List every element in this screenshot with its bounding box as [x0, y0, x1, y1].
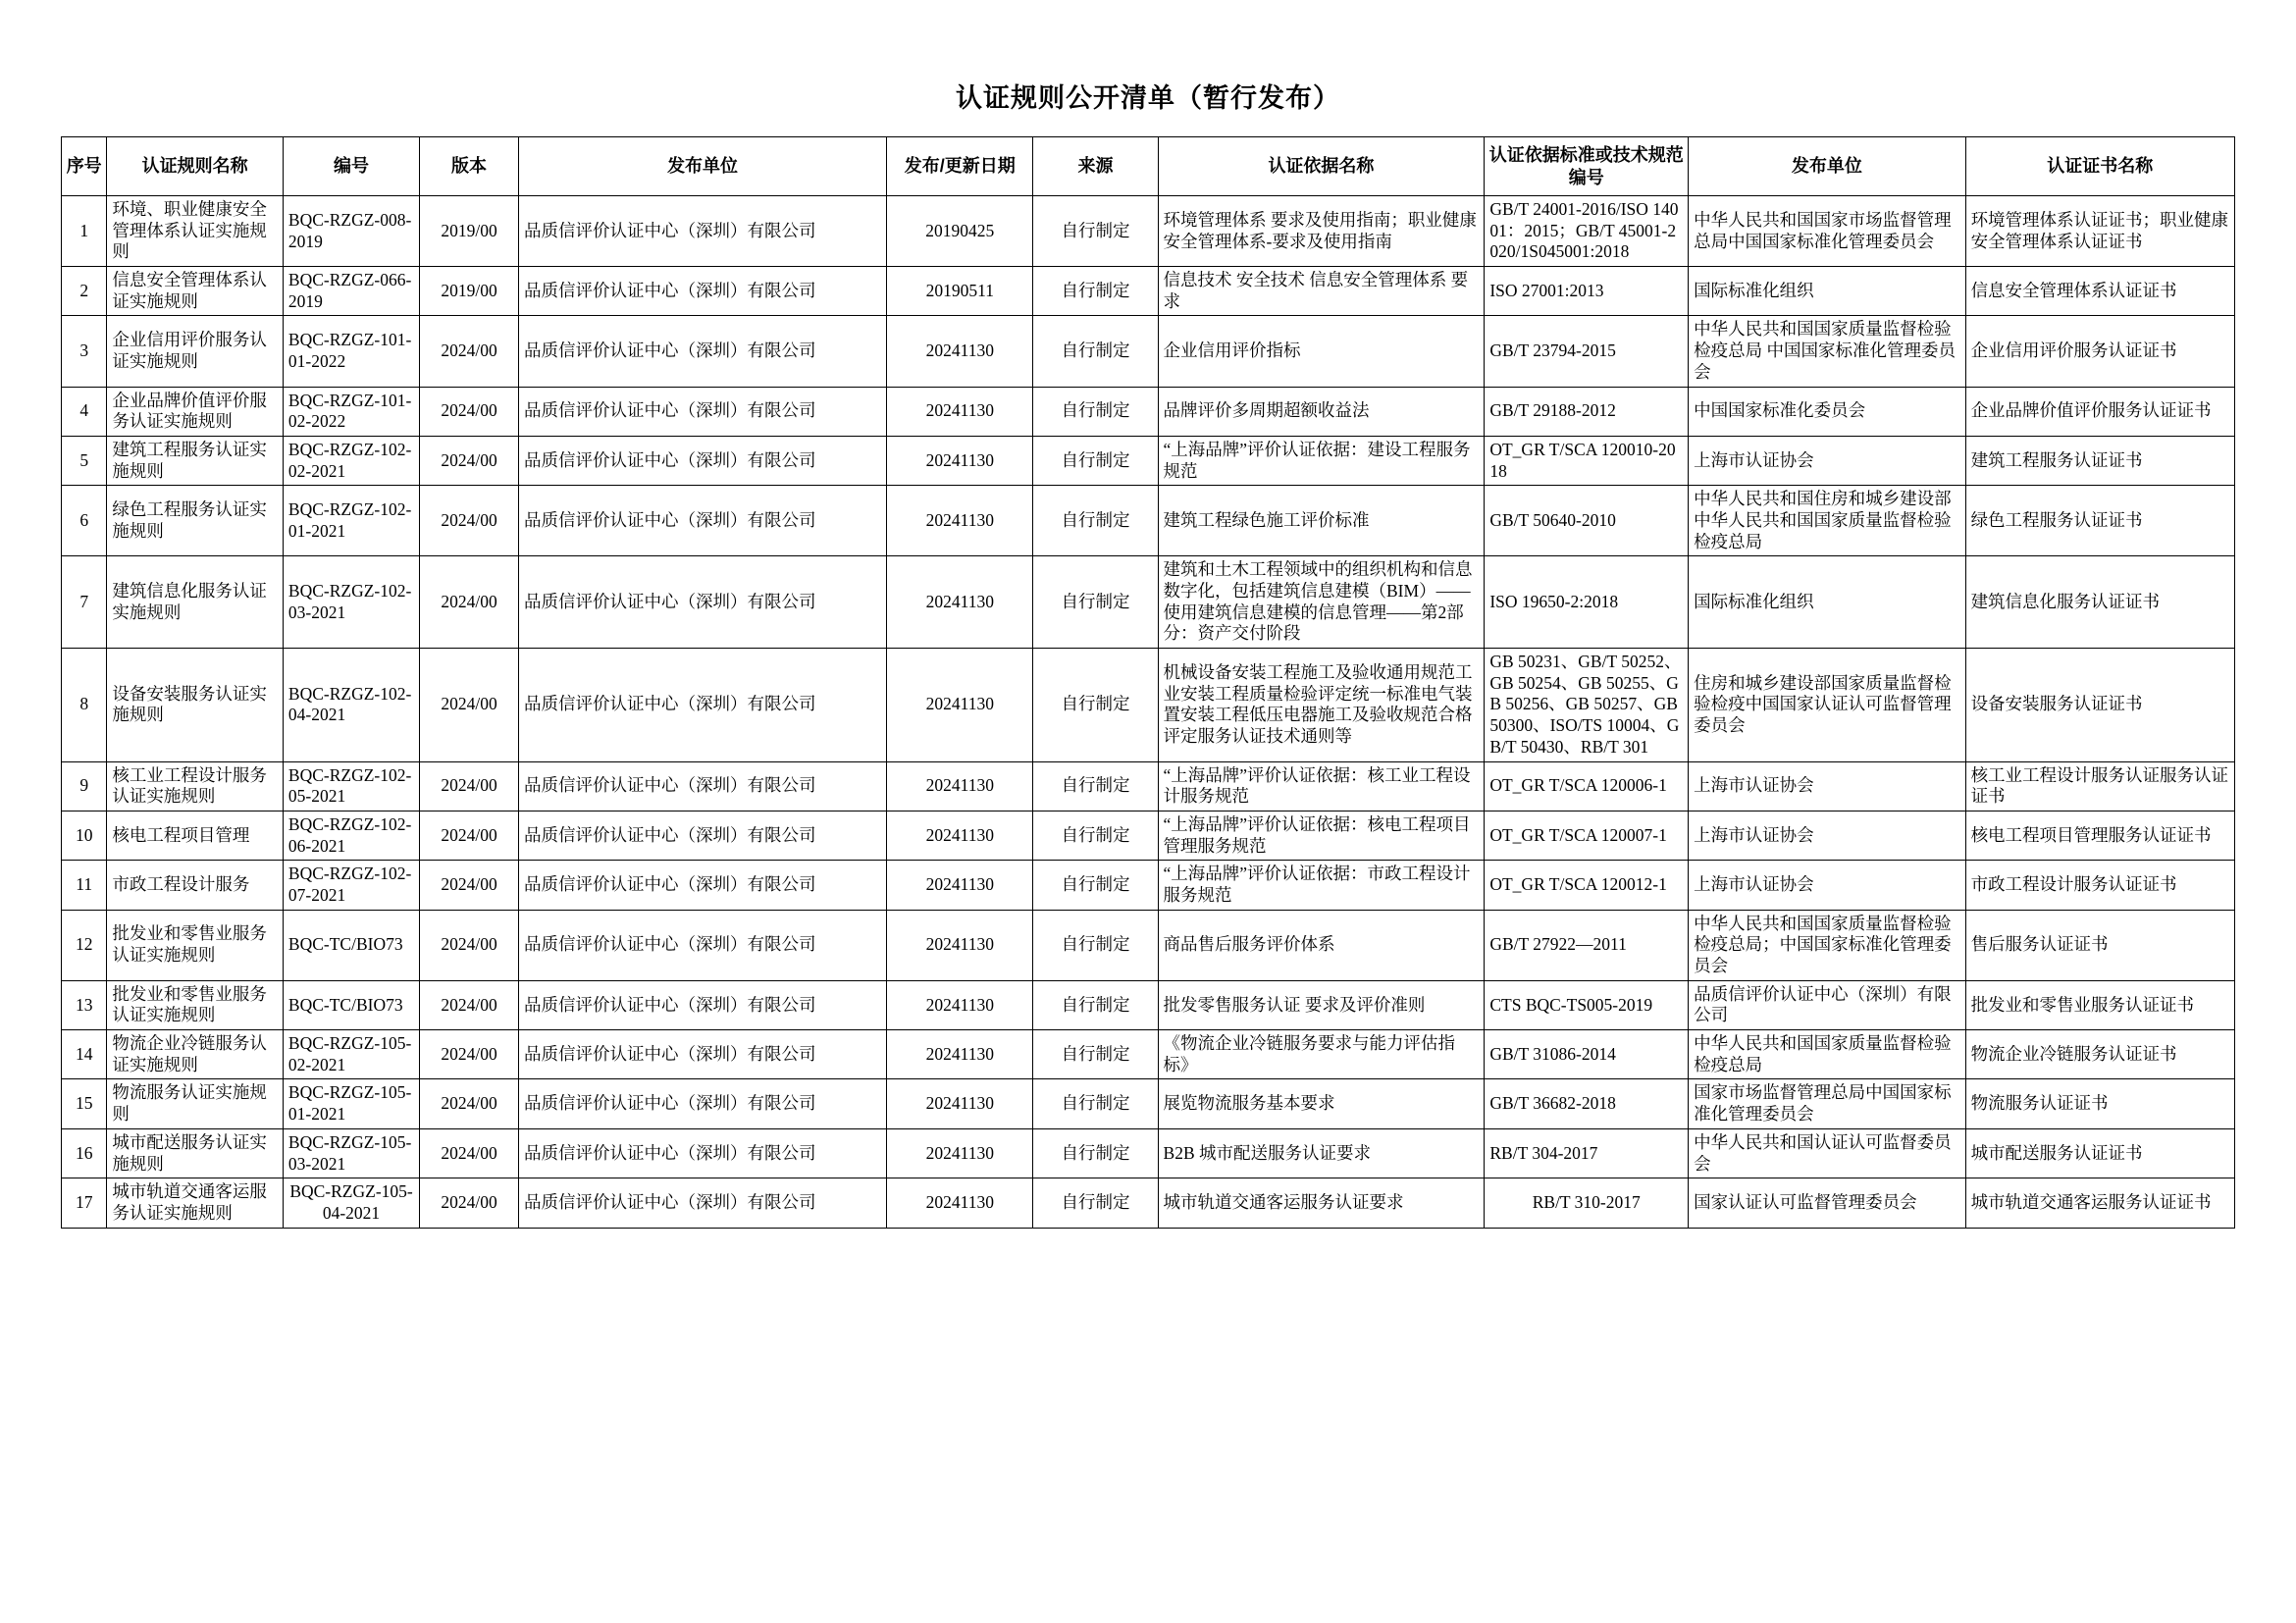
cell-date: 20241130 — [887, 1128, 1033, 1178]
cell-date: 20241130 — [887, 861, 1033, 910]
cell-rule-name: 建筑信息化服务认证实施规则 — [107, 556, 284, 649]
cell-issuer2: 国际标准化组织 — [1689, 267, 1965, 316]
cell-date: 20241130 — [887, 486, 1033, 556]
cell-issuer2: 中国国家标准化委员会 — [1689, 387, 1965, 436]
cell-basis-name: B2B 城市配送服务认证要求 — [1158, 1128, 1485, 1178]
header-source: 来源 — [1033, 137, 1158, 196]
table-row — [62, 267, 2235, 316]
table-header-row — [62, 137, 2235, 196]
cell-issuer2: 品质信评价认证中心（深圳）有限公司 — [1689, 980, 1965, 1029]
table-row — [62, 1079, 2235, 1128]
cell-rule-name: 建筑工程服务认证实施规则 — [107, 436, 284, 485]
cell-cert-name: 核工业工程设计服务认证服务认证证书 — [1965, 761, 2234, 811]
cell-no: 16 — [62, 1128, 107, 1178]
cell-issuer: 品质信评价认证中心（深圳）有限公司 — [518, 1178, 886, 1228]
cell-cert-name: 城市配送服务认证证书 — [1965, 1128, 2234, 1178]
cell-code: BQC-RZGZ-105-02-2021 — [283, 1030, 419, 1079]
cell-issuer: 品质信评价认证中心（深圳）有限公司 — [518, 196, 886, 267]
cell-source: 自行制定 — [1033, 811, 1158, 860]
header-no: 序号 — [62, 137, 107, 196]
cell-version: 2024/00 — [420, 1030, 519, 1079]
cell-rule-name: 批发业和零售业服务认证实施规则 — [107, 980, 284, 1029]
table-row — [62, 316, 2235, 387]
header-code: 编号 — [283, 137, 419, 196]
cell-date: 20241130 — [887, 811, 1033, 860]
cell-version: 2024/00 — [420, 811, 519, 860]
cell-code: BQC-RZGZ-101-01-2022 — [283, 316, 419, 387]
cell-version: 2024/00 — [420, 556, 519, 649]
cell-basis-name: 城市轨道交通客运服务认证要求 — [1158, 1178, 1485, 1228]
header-basis-name: 认证依据名称 — [1158, 137, 1485, 196]
cell-cert-name: 城市轨道交通客运服务认证证书 — [1965, 1178, 2234, 1228]
cell-rule-name: 设备安装服务认证实施规则 — [107, 649, 284, 761]
table-row — [62, 761, 2235, 811]
cell-basis-name: 《物流企业冷链服务要求与能力评估指标》 — [1158, 1030, 1485, 1079]
cell-cert-name: 建筑工程服务认证证书 — [1965, 436, 2234, 485]
cell-basis-code: OT_GR T/SCA 120012-1 — [1485, 861, 1689, 910]
cell-code: BQC-RZGZ-008-2019 — [283, 196, 419, 267]
cell-version: 2024/00 — [420, 486, 519, 556]
cell-source: 自行制定 — [1033, 980, 1158, 1029]
cell-rule-name: 城市配送服务认证实施规则 — [107, 1128, 284, 1178]
cell-cert-name: 信息安全管理体系认证证书 — [1965, 267, 2234, 316]
cell-issuer2: 中华人民共和国国家质量监督检验检疫总局 — [1689, 1030, 1965, 1079]
cell-date: 20241130 — [887, 556, 1033, 649]
cell-version: 2024/00 — [420, 316, 519, 387]
cell-cert-name: 核电工程项目管理服务认证证书 — [1965, 811, 2234, 860]
cell-no: 11 — [62, 861, 107, 910]
cell-rule-name: 企业品牌价值评价服务认证实施规则 — [107, 387, 284, 436]
cell-source: 自行制定 — [1033, 267, 1158, 316]
cell-code: BQC-RZGZ-102-05-2021 — [283, 761, 419, 811]
cell-basis-code: GB/T 27922—2011 — [1485, 910, 1689, 980]
cell-cert-name: 批发业和零售业服务认证证书 — [1965, 980, 2234, 1029]
cell-date: 20190511 — [887, 267, 1033, 316]
cell-basis-code: ISO 27001:2013 — [1485, 267, 1689, 316]
table-row — [62, 910, 2235, 980]
cell-cert-name: 建筑信息化服务认证证书 — [1965, 556, 2234, 649]
cell-rule-name: 信息安全管理体系认证实施规则 — [107, 267, 284, 316]
cell-basis-code: RB/T 310-2017 — [1485, 1178, 1689, 1228]
cell-date: 20190425 — [887, 196, 1033, 267]
cell-basis-code: GB 50231、GB/T 50252、GB 50254、GB 50255、GB 50256、GB 50257、GB 50300、ISO/TS 10004、GB/T 50430、RB/T 301 — [1485, 649, 1689, 761]
cell-rule-name: 物流企业冷链服务认证实施规则 — [107, 1030, 284, 1079]
cell-issuer2: 中华人民共和国国家质量监督检验检疫总局；中国国家标准化管理委员会 — [1689, 910, 1965, 980]
cell-rule-name: 环境、职业健康安全管理体系认证实施规则 — [107, 196, 284, 267]
cell-version: 2024/00 — [420, 910, 519, 980]
header-issuer2: 发布单位 — [1689, 137, 1965, 196]
cell-source: 自行制定 — [1033, 196, 1158, 267]
cell-no: 14 — [62, 1030, 107, 1079]
cell-basis-name: “上海品牌”评价认证依据：核工业工程设计服务规范 — [1158, 761, 1485, 811]
cell-issuer: 品质信评价认证中心（深圳）有限公司 — [518, 436, 886, 485]
cell-date: 20241130 — [887, 649, 1033, 761]
cell-code: BQC-RZGZ-105-04-2021 — [283, 1178, 419, 1228]
cell-rule-name: 绿色工程服务认证实施规则 — [107, 486, 284, 556]
cell-no: 4 — [62, 387, 107, 436]
table-row — [62, 436, 2235, 485]
cell-source: 自行制定 — [1033, 316, 1158, 387]
cell-issuer: 品质信评价认证中心（深圳）有限公司 — [518, 811, 886, 860]
cell-date: 20241130 — [887, 436, 1033, 485]
table-container — [0, 136, 2296, 1229]
cell-cert-name: 售后服务认证证书 — [1965, 910, 2234, 980]
cell-rule-name: 核工业工程设计服务认证实施规则 — [107, 761, 284, 811]
cell-source: 自行制定 — [1033, 1178, 1158, 1228]
cell-basis-code: OT_GR T/SCA 120006-1 — [1485, 761, 1689, 811]
cell-version: 2024/00 — [420, 1128, 519, 1178]
cell-code: BQC-RZGZ-102-07-2021 — [283, 861, 419, 910]
cell-basis-name: “上海品牌”评价认证依据：市政工程设计服务规范 — [1158, 861, 1485, 910]
table-row — [62, 1178, 2235, 1228]
cell-source: 自行制定 — [1033, 556, 1158, 649]
cell-date: 20241130 — [887, 1178, 1033, 1228]
cell-basis-name: 展览物流服务基本要求 — [1158, 1079, 1485, 1128]
cell-no: 9 — [62, 761, 107, 811]
cell-basis-name: 机械设备安装工程施工及验收通用规范工业安装工程质量检验评定统一标准电气装置安装工程低压电器施工及验收规范合格评定服务认证技术通则等 — [1158, 649, 1485, 761]
table-row — [62, 1128, 2235, 1178]
cell-source: 自行制定 — [1033, 910, 1158, 980]
cell-no: 15 — [62, 1079, 107, 1128]
cell-date: 20241130 — [887, 1079, 1033, 1128]
cell-basis-name: “上海品牌”评价认证依据：核电工程项目管理服务规范 — [1158, 811, 1485, 860]
cell-source: 自行制定 — [1033, 861, 1158, 910]
cell-no: 2 — [62, 267, 107, 316]
cell-rule-name: 核电工程项目管理 — [107, 811, 284, 860]
cell-issuer: 品质信评价认证中心（深圳）有限公司 — [518, 1128, 886, 1178]
cell-no: 13 — [62, 980, 107, 1029]
cell-rule-name: 市政工程设计服务 — [107, 861, 284, 910]
header-cert-name: 认证证书名称 — [1965, 137, 2234, 196]
cell-issuer: 品质信评价认证中心（深圳）有限公司 — [518, 861, 886, 910]
cell-cert-name: 绿色工程服务认证证书 — [1965, 486, 2234, 556]
cell-source: 自行制定 — [1033, 1030, 1158, 1079]
table-header — [62, 137, 2235, 196]
cell-source: 自行制定 — [1033, 761, 1158, 811]
header-rule-name: 认证规则名称 — [107, 137, 284, 196]
cell-basis-name: “上海品牌”评价认证依据：建设工程服务规范 — [1158, 436, 1485, 485]
cell-source: 自行制定 — [1033, 1079, 1158, 1128]
cell-date: 20241130 — [887, 761, 1033, 811]
cell-basis-code: GB/T 31086-2014 — [1485, 1030, 1689, 1079]
cell-version: 2024/00 — [420, 387, 519, 436]
cell-issuer2: 中华人民共和国国家质量监督检验检疫总局 中国国家标准化管理委员会 — [1689, 316, 1965, 387]
cell-basis-code: GB/T 50640-2010 — [1485, 486, 1689, 556]
header-date: 发布/更新日期 — [887, 137, 1033, 196]
cell-version: 2019/00 — [420, 267, 519, 316]
cell-basis-code: OT_GR T/SCA 120010-2018 — [1485, 436, 1689, 485]
cell-no: 6 — [62, 486, 107, 556]
cell-date: 20241130 — [887, 316, 1033, 387]
cell-no: 7 — [62, 556, 107, 649]
cell-code: BQC-TC/BIO73 — [283, 910, 419, 980]
cell-version: 2019/00 — [420, 196, 519, 267]
cell-cert-name: 设备安装服务认证证书 — [1965, 649, 2234, 761]
cell-source: 自行制定 — [1033, 649, 1158, 761]
cell-basis-code: GB/T 29188-2012 — [1485, 387, 1689, 436]
cell-version: 2024/00 — [420, 1079, 519, 1128]
table-row — [62, 486, 2235, 556]
cell-issuer2: 中华人民共和国国家市场监督管理总局中国国家标准化管理委员会 — [1689, 196, 1965, 267]
cell-no: 1 — [62, 196, 107, 267]
cell-date: 20241130 — [887, 387, 1033, 436]
cell-version: 2024/00 — [420, 861, 519, 910]
cell-basis-code: CTS BQC-TS005-2019 — [1485, 980, 1689, 1029]
cell-code: BQC-RZGZ-102-01-2021 — [283, 486, 419, 556]
cell-no: 3 — [62, 316, 107, 387]
cell-issuer2: 上海市认证协会 — [1689, 761, 1965, 811]
cell-issuer: 品质信评价认证中心（深圳）有限公司 — [518, 980, 886, 1029]
cell-issuer: 品质信评价认证中心（深圳）有限公司 — [518, 387, 886, 436]
cell-code: BQC-RZGZ-105-03-2021 — [283, 1128, 419, 1178]
table-row — [62, 387, 2235, 436]
cell-issuer2: 上海市认证协会 — [1689, 861, 1965, 910]
cell-issuer2: 国家市场监督管理总局中国国家标准化管理委员会 — [1689, 1079, 1965, 1128]
cell-no: 5 — [62, 436, 107, 485]
cell-issuer2: 国际标准化组织 — [1689, 556, 1965, 649]
header-issuer: 发布单位 — [518, 137, 886, 196]
cell-basis-name: 建筑和土木工程领域中的组织机构和信息数字化，包括建筑信息建模（BIM）——使用建筑信息建模的信息管理——第2部分：资产交付阶段 — [1158, 556, 1485, 649]
cell-basis-code: OT_GR T/SCA 120007-1 — [1485, 811, 1689, 860]
cell-issuer: 品质信评价认证中心（深圳）有限公司 — [518, 556, 886, 649]
cell-basis-name: 批发零售服务认证 要求及评价准则 — [1158, 980, 1485, 1029]
cell-no: 17 — [62, 1178, 107, 1228]
cell-date: 20241130 — [887, 910, 1033, 980]
cell-issuer2: 国家认证认可监督管理委员会 — [1689, 1178, 1965, 1228]
cell-version: 2024/00 — [420, 436, 519, 485]
cell-source: 自行制定 — [1033, 1128, 1158, 1178]
cell-issuer2: 中华人民共和国住房和城乡建设部中华人民共和国国家质量监督检验检疫总局 — [1689, 486, 1965, 556]
cell-code: BQC-RZGZ-101-02-2022 — [283, 387, 419, 436]
cell-issuer: 品质信评价认证中心（深圳）有限公司 — [518, 486, 886, 556]
cell-issuer: 品质信评价认证中心（深圳）有限公司 — [518, 316, 886, 387]
cell-source: 自行制定 — [1033, 387, 1158, 436]
cell-basis-name: 品牌评价多周期超额收益法 — [1158, 387, 1485, 436]
cell-basis-code: RB/T 304-2017 — [1485, 1128, 1689, 1178]
cell-basis-name: 环境管理体系 要求及使用指南；职业健康安全管理体系-要求及使用指南 — [1158, 196, 1485, 267]
cell-version: 2024/00 — [420, 761, 519, 811]
cell-basis-name: 企业信用评价指标 — [1158, 316, 1485, 387]
table-row — [62, 649, 2235, 761]
cell-code: BQC-TC/BIO73 — [283, 980, 419, 1029]
cell-basis-code: GB/T 36682-2018 — [1485, 1079, 1689, 1128]
cell-date: 20241130 — [887, 980, 1033, 1029]
cell-rule-name: 城市轨道交通客运服务认证实施规则 — [107, 1178, 284, 1228]
cell-rule-name: 物流服务认证实施规则 — [107, 1079, 284, 1128]
cell-code: BQC-RZGZ-105-01-2021 — [283, 1079, 419, 1128]
cell-rule-name: 企业信用评价服务认证实施规则 — [107, 316, 284, 387]
header-basis-code: 认证依据标准或技术规范编号 — [1485, 137, 1689, 196]
cell-version: 2024/00 — [420, 980, 519, 1029]
cell-cert-name: 物流服务认证证书 — [1965, 1079, 2234, 1128]
cell-cert-name: 企业品牌价值评价服务认证证书 — [1965, 387, 2234, 436]
cell-source: 自行制定 — [1033, 486, 1158, 556]
cell-basis-name: 建筑工程绿色施工评价标准 — [1158, 486, 1485, 556]
cell-no: 8 — [62, 649, 107, 761]
page-title: 认证规则公开清单（暂行发布） — [956, 83, 1340, 113]
table-row — [62, 1030, 2235, 1079]
table-row — [62, 980, 2235, 1029]
cell-code: BQC-RZGZ-102-06-2021 — [283, 811, 419, 860]
cell-issuer: 品质信评价认证中心（深圳）有限公司 — [518, 1079, 886, 1128]
cell-rule-name: 批发业和零售业服务认证实施规则 — [107, 910, 284, 980]
cell-version: 2024/00 — [420, 649, 519, 761]
cell-issuer2: 住房和城乡建设部国家质量监督检验检疫中国国家认证认可监督管理委员会 — [1689, 649, 1965, 761]
cell-code: BQC-RZGZ-102-04-2021 — [283, 649, 419, 761]
cell-issuer: 品质信评价认证中心（深圳）有限公司 — [518, 761, 886, 811]
table-row — [62, 556, 2235, 649]
cell-issuer: 品质信评价认证中心（深圳）有限公司 — [518, 267, 886, 316]
cell-issuer: 品质信评价认证中心（深圳）有限公司 — [518, 910, 886, 980]
certification-rules-table — [61, 136, 2235, 1229]
cell-source: 自行制定 — [1033, 436, 1158, 485]
table-row — [62, 861, 2235, 910]
cell-basis-name: 商品售后服务评价体系 — [1158, 910, 1485, 980]
cell-code: BQC-RZGZ-102-02-2021 — [283, 436, 419, 485]
cell-basis-code: ISO 19650-2:2018 — [1485, 556, 1689, 649]
table-row — [62, 196, 2235, 267]
cell-no: 12 — [62, 910, 107, 980]
table-body — [62, 196, 2235, 1229]
cell-basis-name: 信息技术 安全技术 信息安全管理体系 要求 — [1158, 267, 1485, 316]
cell-date: 20241130 — [887, 1030, 1033, 1079]
cell-code: BQC-RZGZ-102-03-2021 — [283, 556, 419, 649]
cell-version: 2024/00 — [420, 1178, 519, 1228]
cell-issuer2: 上海市认证协会 — [1689, 436, 1965, 485]
cell-code: BQC-RZGZ-066-2019 — [283, 267, 419, 316]
cell-issuer2: 中华人民共和国认证认可监督委员会 — [1689, 1128, 1965, 1178]
header-version: 版本 — [420, 137, 519, 196]
table-row — [62, 811, 2235, 860]
cell-no: 10 — [62, 811, 107, 860]
cell-cert-name: 市政工程设计服务认证证书 — [1965, 861, 2234, 910]
cell-cert-name: 环境管理体系认证证书；职业健康安全管理体系认证证书 — [1965, 196, 2234, 267]
cell-issuer: 品质信评价认证中心（深圳）有限公司 — [518, 649, 886, 761]
cell-issuer: 品质信评价认证中心（深圳）有限公司 — [518, 1030, 886, 1079]
cell-cert-name: 物流企业冷链服务认证证书 — [1965, 1030, 2234, 1079]
cell-basis-code: GB/T 23794-2015 — [1485, 316, 1689, 387]
cell-cert-name: 企业信用评价服务认证证书 — [1965, 316, 2234, 387]
cell-basis-code: GB/T 24001-2016/ISO 14001：2015；GB/T 45001-2020/1S045001:2018 — [1485, 196, 1689, 267]
cell-issuer2: 上海市认证协会 — [1689, 811, 1965, 860]
